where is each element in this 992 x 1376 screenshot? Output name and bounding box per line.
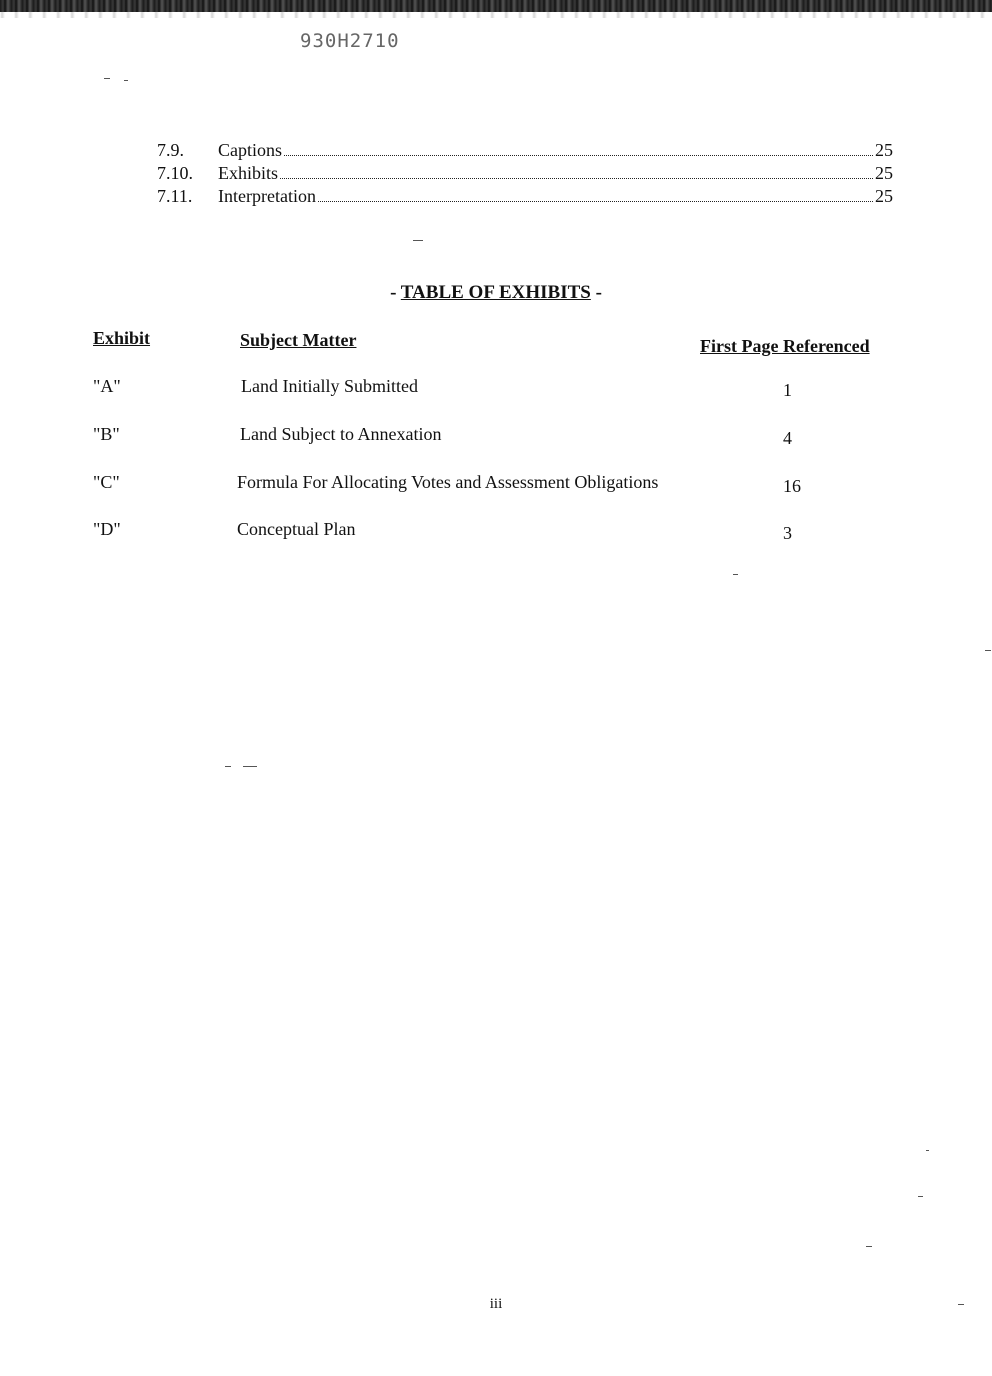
exhibit-subject: Land Initially Submitted <box>241 376 418 396</box>
scan-speck <box>733 574 738 575</box>
toc-dot-leader <box>280 178 873 179</box>
toc-row <box>157 140 893 163</box>
scan-speck <box>918 1196 923 1197</box>
toc-page-number: 25 <box>875 186 893 206</box>
toc-page-number: 25 <box>875 140 893 160</box>
exhibit-page: 4 <box>783 428 792 448</box>
exhibits-section-title <box>0 282 992 304</box>
exhibit-id: "D" <box>93 519 121 539</box>
exhibit-subject: Land Subject to Annexation <box>240 424 442 444</box>
exhibit-row <box>0 376 992 404</box>
exhibit-id: "A" <box>93 376 121 396</box>
exhibit-page: 16 <box>783 476 801 496</box>
toc-list <box>157 140 893 209</box>
column-header-exhibit: Exhibit <box>93 328 151 348</box>
scan-speck <box>926 1150 929 1151</box>
scan-noise-fade <box>0 12 992 18</box>
toc-row <box>157 163 893 186</box>
column-header-first-page: First Page Referenced <box>700 336 870 356</box>
toc-row <box>157 186 893 209</box>
toc-section-number: 7.9. <box>157 140 184 160</box>
toc-section-number: 7.10. <box>157 163 193 183</box>
title-prefix: - <box>390 282 401 303</box>
exhibit-page: 3 <box>783 523 792 543</box>
toc-section-label: Exhibits <box>218 163 279 183</box>
scan-speck <box>985 650 991 651</box>
scan-speck <box>104 78 110 79</box>
toc-page-number: 25 <box>875 163 893 183</box>
exhibit-subject: Conceptual Plan <box>237 519 356 539</box>
toc-dot-leader <box>318 201 873 202</box>
exhibit-row <box>0 519 992 547</box>
exhibit-page: 1 <box>783 380 792 400</box>
toc-dot-leader <box>284 155 873 156</box>
exhibit-subject: Formula For Allocating Votes and Assessment Obligations <box>237 472 659 492</box>
column-header-subject: Subject Matter <box>240 330 357 350</box>
scan-speck <box>243 766 257 767</box>
toc-section-number: 7.11. <box>157 186 193 206</box>
toc-section-label: Interpretation <box>218 186 316 206</box>
scan-noise-band <box>0 0 992 12</box>
page-number: iii <box>489 1296 503 1312</box>
scan-speck <box>413 240 423 241</box>
document-number: 930H2710 <box>300 30 400 52</box>
title-suffix: - <box>590 282 602 303</box>
scan-speck <box>124 80 128 81</box>
exhibit-row <box>0 472 992 500</box>
title-text: TABLE OF EXHIBITS <box>400 282 591 303</box>
scan-speck <box>225 766 231 767</box>
exhibit-id: "C" <box>93 472 120 492</box>
toc-section-label: Captions <box>218 140 283 160</box>
exhibit-id: "B" <box>93 424 120 444</box>
exhibit-row <box>0 424 992 452</box>
scan-speck <box>866 1246 872 1247</box>
